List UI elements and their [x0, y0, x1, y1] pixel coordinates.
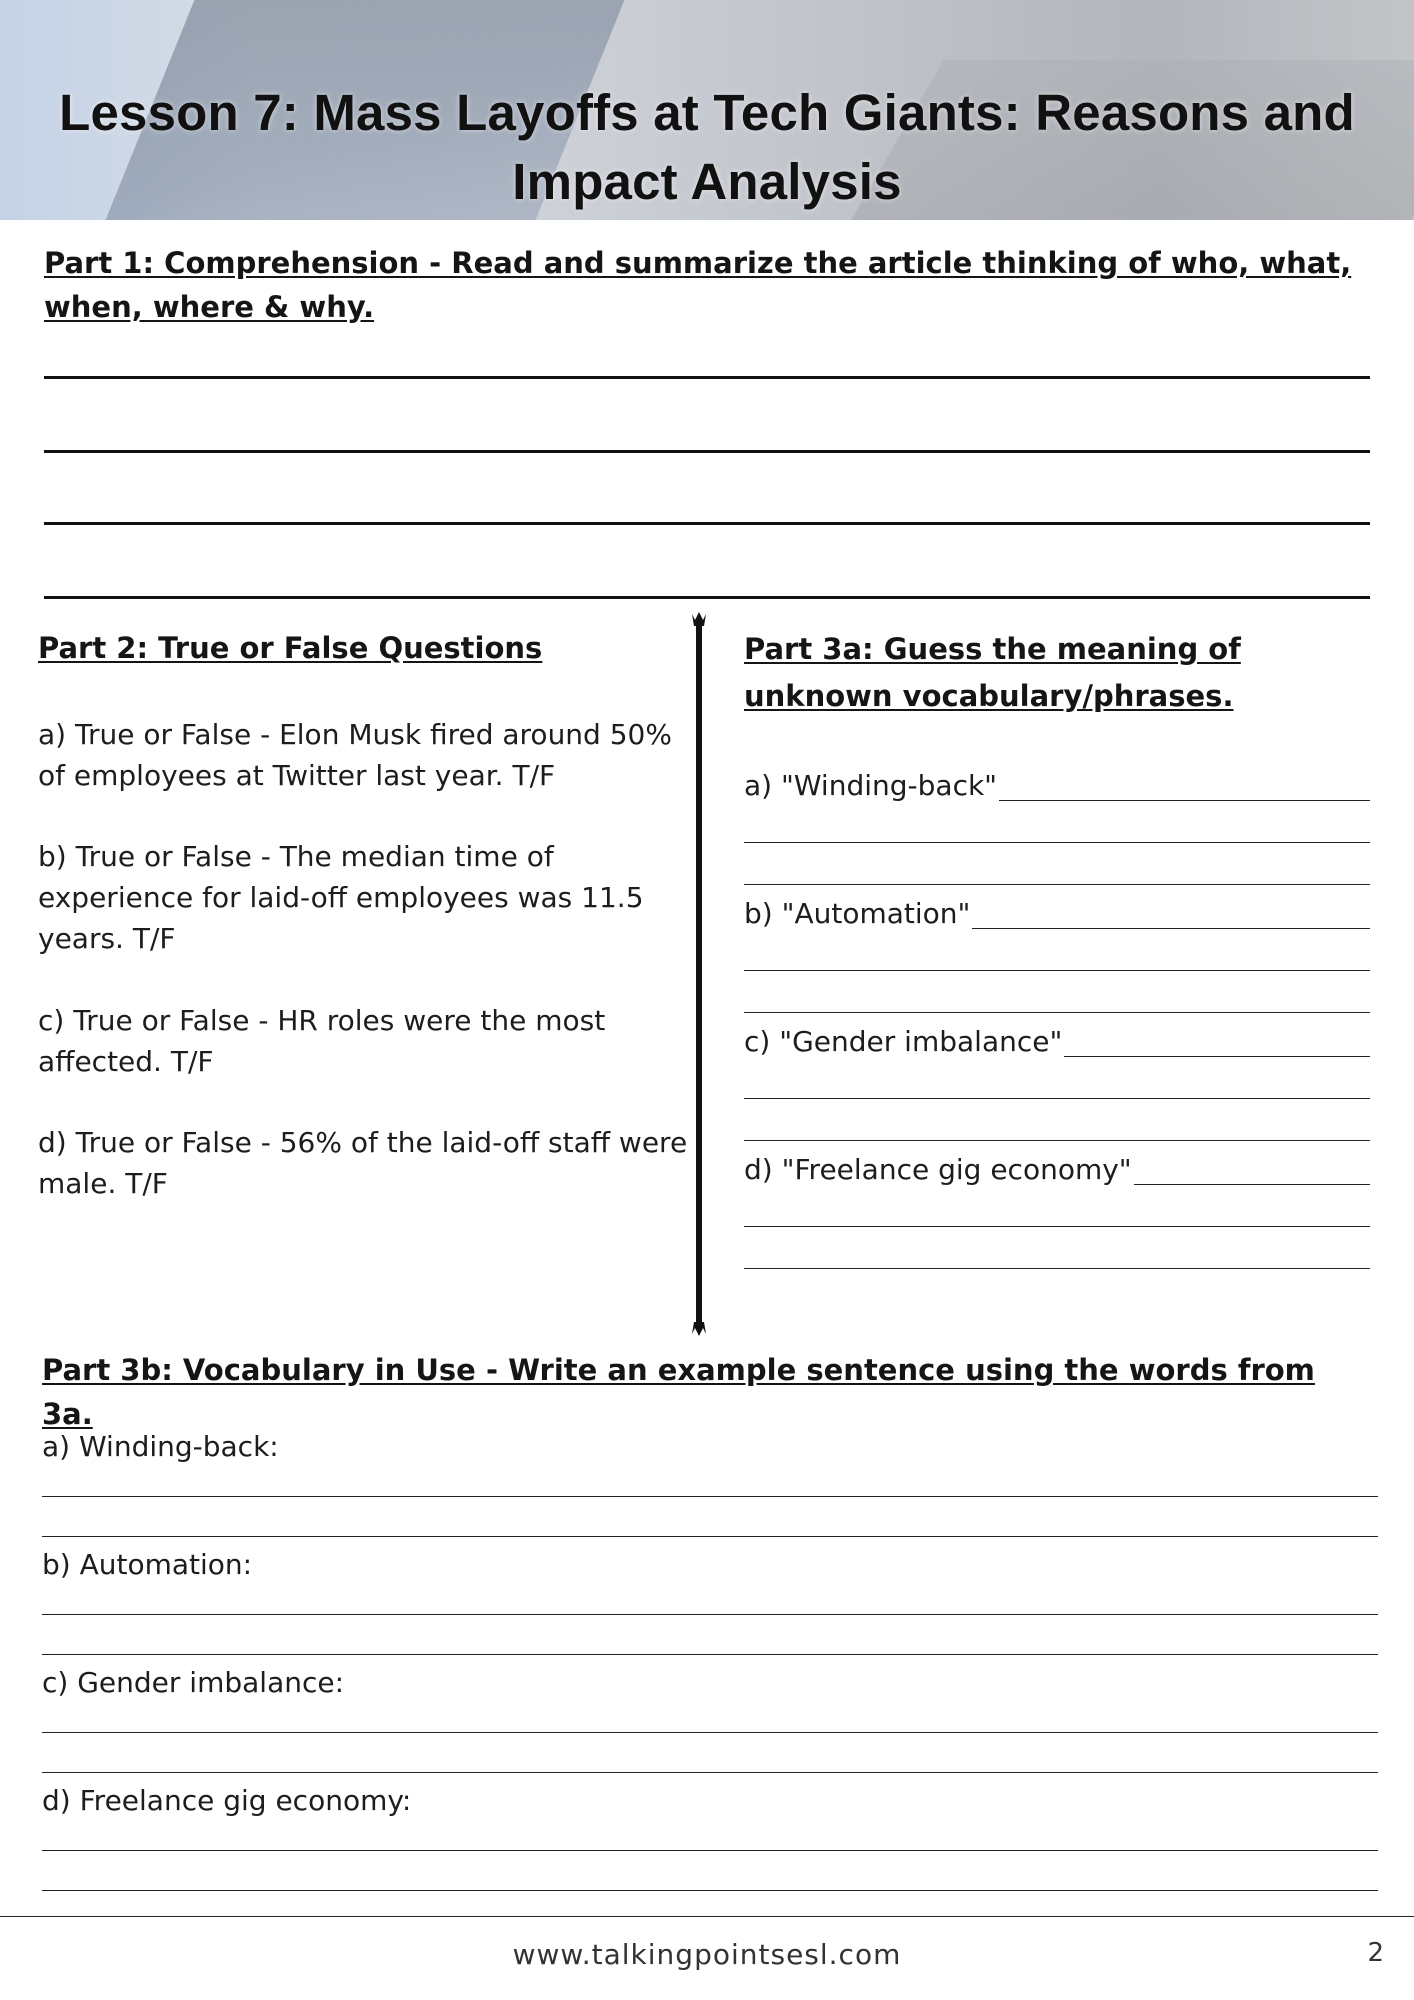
vocab-item-c: c) "Gender imbalance"	[744, 1025, 1063, 1058]
tf-question-d: d) True or False - 56% of the laid-off staff were male. T/F	[38, 1126, 688, 1200]
usage-d-line-1[interactable]	[42, 1850, 1378, 1851]
vocab-item-b: b) "Automation"	[744, 897, 971, 930]
vocab-item-d: d) "Freelance gig economy"	[744, 1153, 1132, 1186]
vocab-item-a: a) "Winding-back"	[744, 769, 998, 802]
column-divider	[692, 612, 706, 1336]
tf-question-a: a) True or False - Elon Musk fired around 50% of employees at Twitter last year. T/F	[38, 718, 672, 792]
usage-d-line-2[interactable]	[42, 1890, 1378, 1891]
part1-answer-line-3[interactable]	[44, 522, 1370, 525]
usage-c-line-2[interactable]	[42, 1772, 1378, 1773]
tf-question-b: b) True or False - The median time of experience for laid-off employees was 11.5 years. T/F	[38, 840, 644, 955]
usage-item-a: a) Winding-back:	[42, 1430, 279, 1463]
usage-c-line-1[interactable]	[42, 1732, 1378, 1733]
vocab-c-line-2[interactable]	[744, 1098, 1370, 1099]
page-title: Lesson 7: Mass Layoffs at Tech Giants: Reasons and Impact Analysis	[59, 84, 1355, 210]
page-number: 2	[1367, 1938, 1384, 1968]
part1-answer-line-1[interactable]	[44, 376, 1370, 379]
usage-a-line-1[interactable]	[42, 1496, 1378, 1497]
vocab-b-line-2[interactable]	[744, 970, 1370, 971]
vocab-b-line-3[interactable]	[744, 1012, 1370, 1013]
vocab-c-line-3[interactable]	[744, 1140, 1370, 1141]
usage-b-line-1[interactable]	[42, 1614, 1378, 1615]
vocab-a-line-3[interactable]	[744, 884, 1370, 885]
footer-website-link[interactable]: www.talkingpointsesl.com	[512, 1938, 902, 1971]
part1-heading: Part 1: Comprehension - Read and summarize the article thinking of who, what, when, where & why.	[44, 246, 1352, 324]
usage-b-line-2[interactable]	[42, 1654, 1378, 1655]
footer-divider	[0, 1916, 1414, 1917]
vocab-a-line-2[interactable]	[744, 842, 1370, 843]
usage-item-c: c) Gender imbalance:	[42, 1666, 345, 1699]
vocab-d-line-2[interactable]	[744, 1226, 1370, 1227]
part1-answer-line-4[interactable]	[44, 596, 1370, 599]
part3a-heading: Part 3a: Guess the meaning of unknown vocabulary/phrases.	[744, 632, 1241, 713]
part2-heading: Part 2: True or False Questions	[38, 631, 543, 665]
usage-item-d: d) Freelance gig economy:	[42, 1784, 412, 1817]
part3b-heading: Part 3b: Vocabulary in Use - Write an example sentence using the words from 3a.	[42, 1353, 1315, 1431]
usage-a-line-2[interactable]	[42, 1536, 1378, 1537]
tf-question-c: c) True or False - HR roles were the most affected. T/F	[38, 1004, 606, 1078]
vocab-d-line-3[interactable]	[744, 1268, 1370, 1269]
usage-item-b: b) Automation:	[42, 1548, 253, 1581]
part1-answer-line-2[interactable]	[44, 450, 1370, 453]
